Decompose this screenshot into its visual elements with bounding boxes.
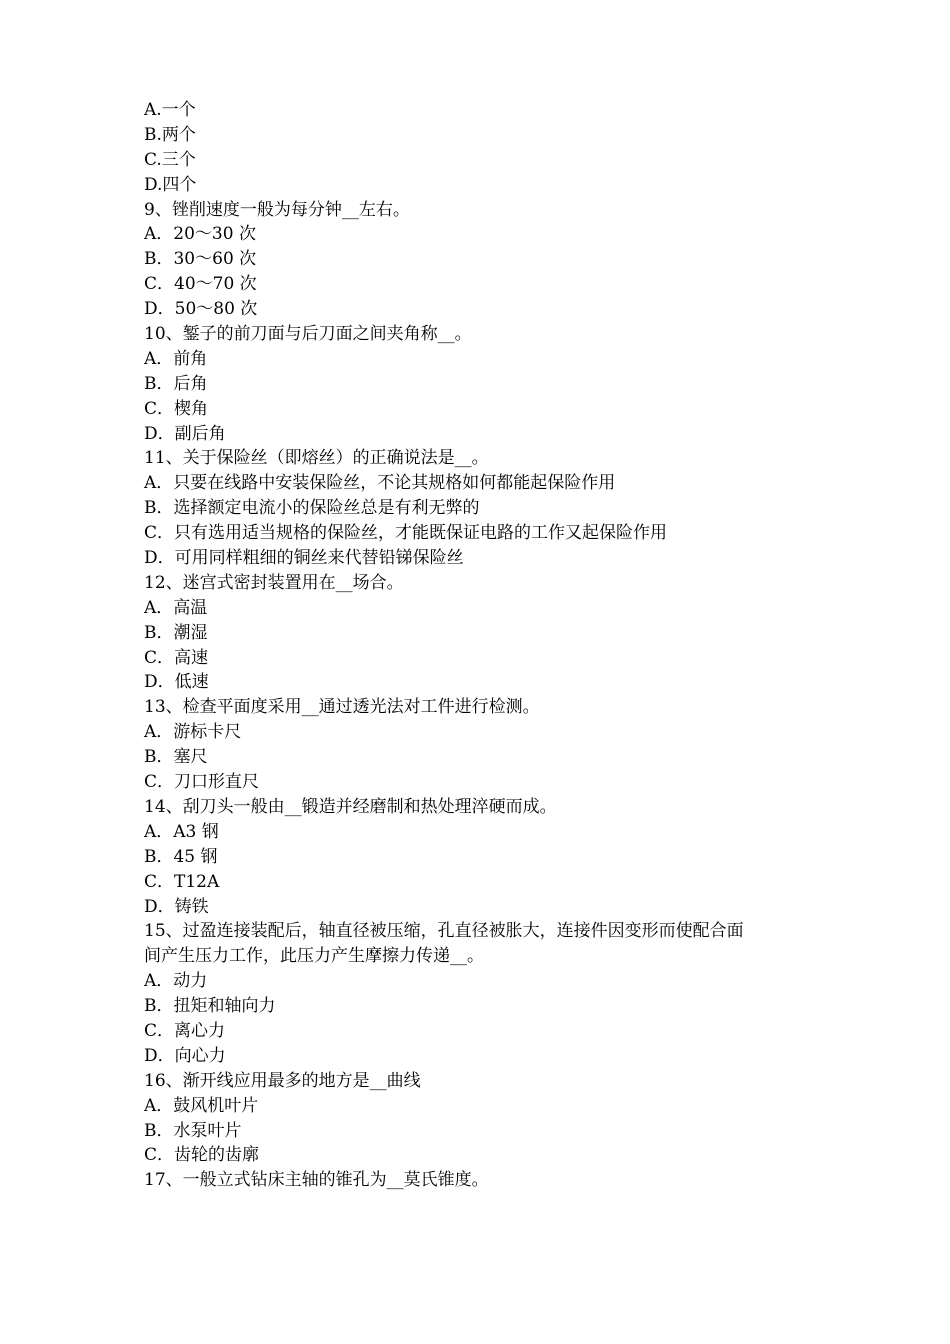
text-line: A．游标卡尺 — [144, 722, 242, 743]
text-line: B．水泵叶片 — [144, 1120, 242, 1141]
text-line: A．鼓风机叶片 — [144, 1095, 259, 1116]
question-13: 13、检查平面度采用__通过透光法对工件进行检测。 — [144, 697, 540, 718]
text-line: D．副后角 — [144, 423, 226, 444]
text-line: A．A3 钢 — [144, 821, 219, 842]
question-16: 16、渐开线应用最多的地方是__曲线 — [144, 1070, 421, 1091]
question-12: 12、迷宫式密封装置用在__场合。 — [144, 572, 404, 593]
question-11: 11、关于保险丝（即熔丝）的正确说法是__。 — [144, 448, 489, 469]
text-line: B．30～60 次 — [144, 249, 257, 270]
text-line: A．高温 — [144, 597, 208, 618]
text-line: B．后角 — [144, 373, 208, 394]
question-14: 14、刮刀头一般由__锻造并经磨制和热处理淬硬而成。 — [144, 796, 557, 817]
text-line: C．T12A — [144, 871, 220, 892]
question-15-continued: 间产生压力工作，此压力产生摩擦力传递__。 — [144, 946, 484, 967]
text-line: C．只有选用适当规格的保险丝，才能既保证电路的工作又起保险作用 — [144, 523, 668, 544]
text-line: A．20～30 次 — [144, 224, 256, 245]
text-line: C．楔角 — [144, 398, 209, 419]
text-line: A．前角 — [144, 348, 208, 369]
text-line: C．40～70 次 — [144, 274, 257, 295]
text-line: B．选择额定电流小的保险丝总是有利无弊的 — [144, 498, 480, 519]
question-9: 9、锉削速度一般为每分钟__左右。 — [144, 199, 410, 220]
question-15: 15、过盈连接装配后，轴直径被压缩，孔直径被胀大，连接件因变形而使配合面 — [144, 921, 744, 942]
text-line: B．潮湿 — [144, 622, 208, 643]
text-line: C．高速 — [144, 647, 209, 668]
question-10: 10、錾子的前刀面与后刀面之间夹角称__。 — [144, 324, 472, 345]
document-page — [144, 98, 824, 1193]
text-line: B．塞尺 — [144, 747, 208, 768]
text-line: A．动力 — [144, 971, 208, 992]
question-17: 17、一般立式钻床主轴的锥孔为__莫氏锥度。 — [144, 1170, 489, 1191]
text-line: A．只要在线路中安装保险丝，不论其规格如何都能起保险作用 — [144, 473, 616, 494]
text-line: D．可用同样粗细的铜丝来代替铅锑保险丝 — [144, 548, 464, 569]
text-line: D．向心力 — [144, 1045, 226, 1066]
text-line: C．刀口形直尺 — [144, 772, 260, 793]
text-line: B．扭矩和轴向力 — [144, 996, 276, 1017]
text-line: D.四个 — [144, 174, 197, 195]
text-line: C．离心力 — [144, 1020, 226, 1041]
text-line: D．铸铁 — [144, 896, 209, 917]
text-line: D．50～80 次 — [144, 299, 258, 320]
text-line: A.一个 — [144, 100, 196, 120]
text-line: B．45 钢 — [144, 846, 218, 867]
text-line: D．低速 — [144, 672, 209, 693]
text-line: B.两个 — [144, 124, 196, 145]
text-line: C.三个 — [144, 149, 196, 170]
text-line: C．齿轮的齿廓 — [144, 1145, 260, 1166]
